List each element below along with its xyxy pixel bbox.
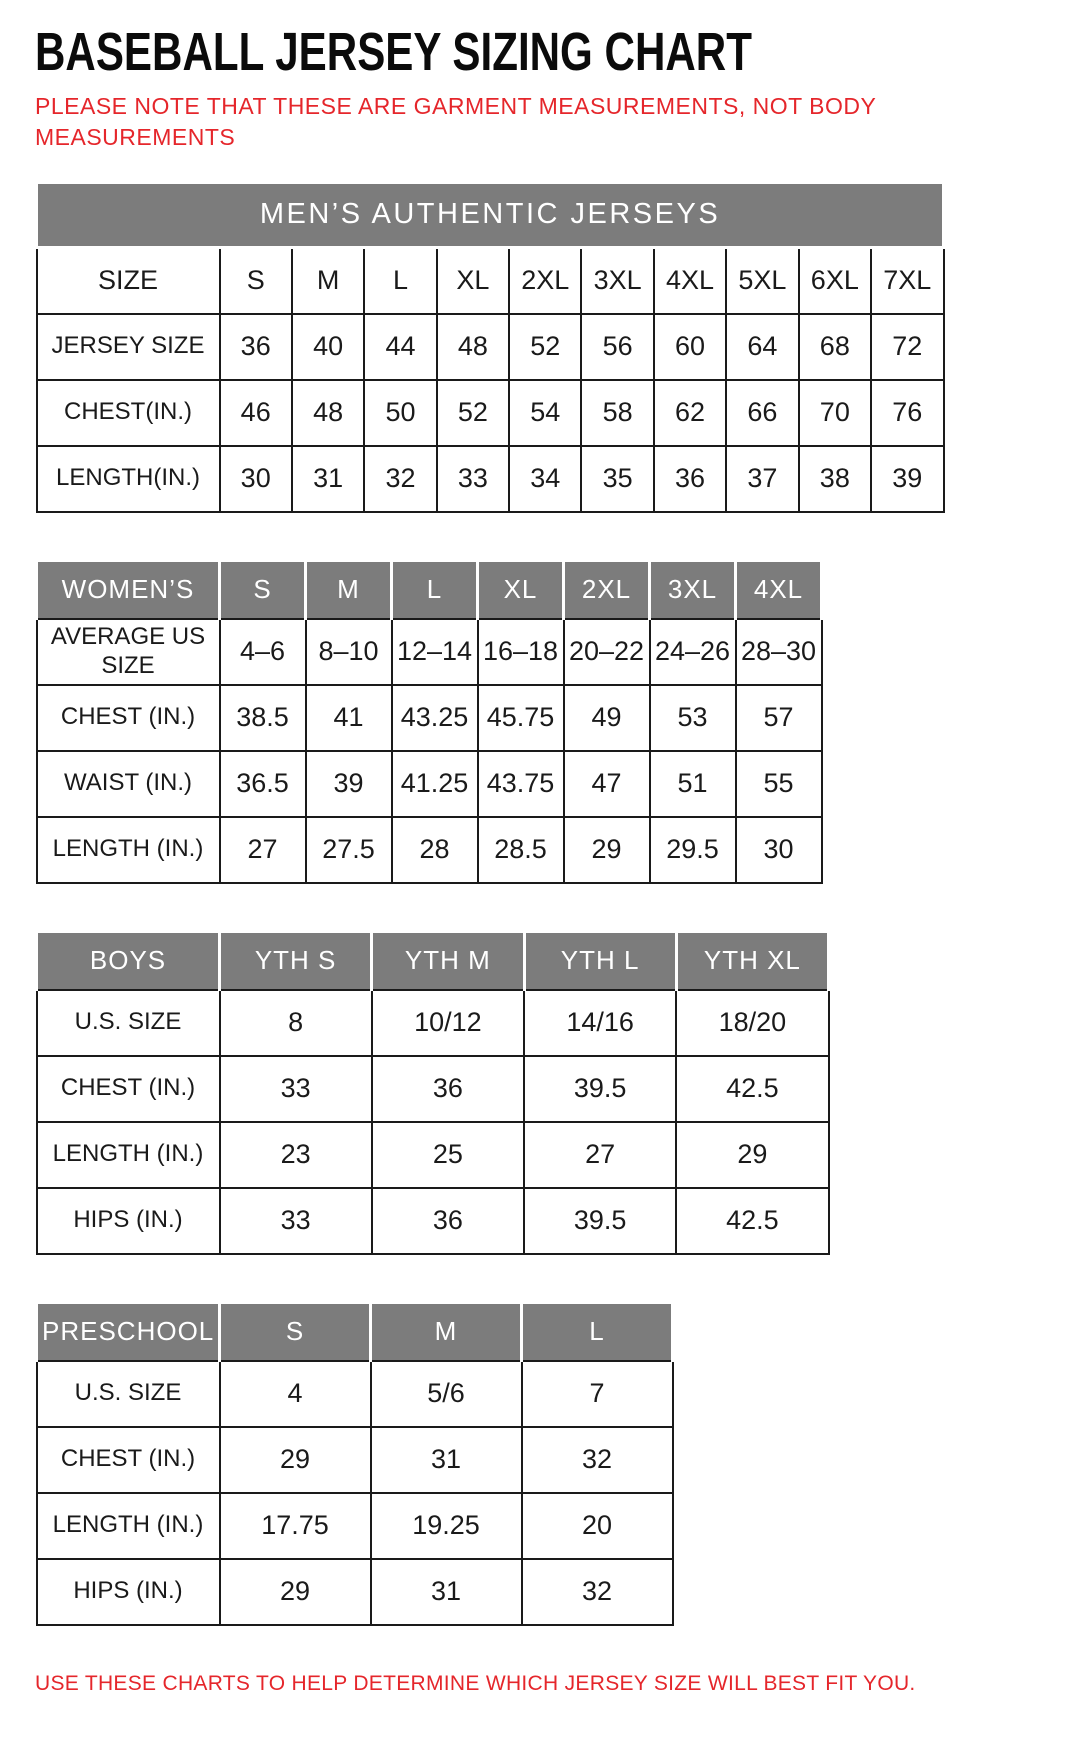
mens-value-cell: 56 <box>581 314 653 380</box>
preschool-size-col-header: M <box>371 1302 522 1361</box>
mens-value-cell: 66 <box>726 380 798 446</box>
boys-value-cell: 27 <box>524 1122 676 1188</box>
womens-value-cell: 41.25 <box>392 751 478 817</box>
womens-row-label: LENGTH (IN.) <box>37 817 220 883</box>
mens-value-cell: 33 <box>437 446 509 512</box>
mens-size-col-header: 3XL <box>581 247 653 314</box>
womens-value-cell: 28–30 <box>736 619 822 685</box>
mens-value-cell: 76 <box>871 380 943 446</box>
preschool-value-cell: 29 <box>220 1559 371 1625</box>
mens-value-cell: 58 <box>581 380 653 446</box>
mens-value-cell: 37 <box>726 446 798 512</box>
womens-value-cell: 51 <box>650 751 736 817</box>
womens-value-cell: 8–10 <box>306 619 392 685</box>
preschool-size-col-header: S <box>220 1302 371 1361</box>
womens-value-cell: 29.5 <box>650 817 736 883</box>
garment-measurements-note: PLEASE NOTE THAT THESE ARE GARMENT MEASUREMENTS, NOT BODY MEASUREMENTS <box>35 92 876 150</box>
womens-size-col-header: XL <box>478 560 564 619</box>
preschool-row-label: HIPS (IN.) <box>37 1559 220 1625</box>
womens-size-col-header: 4XL <box>736 560 822 619</box>
mens-size-col-header: L <box>364 247 436 314</box>
womens-value-cell: 41 <box>306 685 392 751</box>
mens-value-cell: 64 <box>726 314 798 380</box>
boys-value-cell: 8 <box>220 990 372 1056</box>
preschool-size-col-header: L <box>522 1302 673 1361</box>
preschool-value-cell: 31 <box>371 1427 522 1493</box>
boys-value-cell: 23 <box>220 1122 372 1188</box>
preschool-value-cell: 32 <box>522 1427 673 1493</box>
mens-size-col-header: M <box>292 247 364 314</box>
boys-value-cell: 39.5 <box>524 1056 676 1122</box>
footer-note: USE THESE CHARTS TO HELP DETERMINE WHICH JERSEY SIZE WILL BEST FIT YOU. <box>35 1671 916 1695</box>
mens-value-cell: 44 <box>364 314 436 380</box>
womens-size-col-header: M <box>306 560 392 619</box>
womens-value-cell: 24–26 <box>650 619 736 685</box>
mens-value-cell: 34 <box>509 446 581 512</box>
boys-row-label: LENGTH (IN.) <box>37 1122 220 1188</box>
mens-size-table <box>35 181 945 513</box>
preschool-value-cell: 32 <box>522 1559 673 1625</box>
preschool-row-label: CHEST (IN.) <box>37 1427 220 1493</box>
mens-value-cell: 32 <box>364 446 436 512</box>
womens-row-label: WAIST (IN.) <box>37 751 220 817</box>
mens-size-col-header: 6XL <box>799 247 871 314</box>
boys-value-cell: 18/20 <box>676 990 828 1056</box>
mens-value-cell: 50 <box>364 380 436 446</box>
womens-row-label: AVERAGE US SIZE <box>37 619 220 685</box>
womens-size-col-header: 2XL <box>564 560 650 619</box>
mens-value-cell: 38 <box>799 446 871 512</box>
boys-value-cell: 14/16 <box>524 990 676 1056</box>
mens-size-col-header: XL <box>437 247 509 314</box>
mens-size-col-header: 2XL <box>509 247 581 314</box>
mens-banner-title: MEN’S AUTHENTIC JERSEYS <box>37 182 944 247</box>
mens-row-label: LENGTH(IN.) <box>37 446 220 512</box>
womens-value-cell: 45.75 <box>478 685 564 751</box>
boys-size-col-header: YTH M <box>372 931 524 990</box>
mens-value-cell: 62 <box>654 380 726 446</box>
preschool-value-cell: 29 <box>220 1427 371 1493</box>
womens-value-cell: 39 <box>306 751 392 817</box>
womens-value-cell: 27.5 <box>306 817 392 883</box>
mens-size-col-header: S <box>220 247 292 314</box>
mens-value-cell: 36 <box>220 314 292 380</box>
mens-value-cell: 48 <box>292 380 364 446</box>
preschool-size-table <box>35 1301 674 1626</box>
tables-host <box>35 181 1042 1626</box>
mens-size-col-header: 5XL <box>726 247 798 314</box>
womens-value-cell: 27 <box>220 817 306 883</box>
womens-size-col-header: 3XL <box>650 560 736 619</box>
boys-size-col-header: YTH L <box>524 931 676 990</box>
womens-size-col-header: S <box>220 560 306 619</box>
womens-value-cell: 47 <box>564 751 650 817</box>
womens-value-cell: 53 <box>650 685 736 751</box>
preschool-row-label: LENGTH (IN.) <box>37 1493 220 1559</box>
boys-row-label: U.S. SIZE <box>37 990 220 1056</box>
mens-value-cell: 72 <box>871 314 943 380</box>
mens-value-cell: 48 <box>437 314 509 380</box>
preschool-value-cell: 19.25 <box>371 1493 522 1559</box>
womens-value-cell: 12–14 <box>392 619 478 685</box>
mens-row-label: JERSEY SIZE <box>37 314 220 380</box>
womens-value-cell: 29 <box>564 817 650 883</box>
boys-value-cell: 36 <box>372 1188 524 1254</box>
womens-row-label: CHEST (IN.) <box>37 685 220 751</box>
boys-value-cell: 36 <box>372 1056 524 1122</box>
mens-size-col-header: 4XL <box>654 247 726 314</box>
womens-value-cell: 49 <box>564 685 650 751</box>
preschool-row-label: U.S. SIZE <box>37 1361 220 1427</box>
boys-size-col-header: YTH S <box>220 931 372 990</box>
mens-value-cell: 54 <box>509 380 581 446</box>
preschool-corner-header: PRESCHOOL <box>37 1302 220 1361</box>
womens-value-cell: 16–18 <box>478 619 564 685</box>
boys-value-cell: 39.5 <box>524 1188 676 1254</box>
womens-value-cell: 55 <box>736 751 822 817</box>
preschool-value-cell: 4 <box>220 1361 371 1427</box>
mens-value-cell: 70 <box>799 380 871 446</box>
womens-value-cell: 30 <box>736 817 822 883</box>
boys-row-label: CHEST (IN.) <box>37 1056 220 1122</box>
womens-value-cell: 28 <box>392 817 478 883</box>
boys-size-table <box>35 930 830 1255</box>
mens-row-label: CHEST(IN.) <box>37 380 220 446</box>
preschool-value-cell: 5/6 <box>371 1361 522 1427</box>
page-title: BASEBALL JERSEY SIZING CHART <box>35 22 752 82</box>
womens-value-cell: 43.25 <box>392 685 478 751</box>
mens-value-cell: 40 <box>292 314 364 380</box>
boys-value-cell: 10/12 <box>372 990 524 1056</box>
mens-value-cell: 46 <box>220 380 292 446</box>
preschool-value-cell: 20 <box>522 1493 673 1559</box>
womens-corner-header: WOMEN’S <box>37 560 220 619</box>
mens-value-cell: 31 <box>292 446 364 512</box>
boys-value-cell: 42.5 <box>676 1056 828 1122</box>
mens-value-cell: 68 <box>799 314 871 380</box>
womens-value-cell: 57 <box>736 685 822 751</box>
preschool-value-cell: 31 <box>371 1559 522 1625</box>
boys-corner-header: BOYS <box>37 931 220 990</box>
mens-value-cell: 36 <box>654 446 726 512</box>
mens-value-cell: 30 <box>220 446 292 512</box>
mens-value-cell: 52 <box>509 314 581 380</box>
womens-value-cell: 20–22 <box>564 619 650 685</box>
mens-value-cell: 60 <box>654 314 726 380</box>
boys-value-cell: 25 <box>372 1122 524 1188</box>
mens-corner-header: SIZE <box>37 247 220 314</box>
mens-value-cell: 35 <box>581 446 653 512</box>
boys-row-label: HIPS (IN.) <box>37 1188 220 1254</box>
mens-size-col-header: 7XL <box>871 247 943 314</box>
womens-value-cell: 36.5 <box>220 751 306 817</box>
preschool-value-cell: 17.75 <box>220 1493 371 1559</box>
boys-value-cell: 33 <box>220 1056 372 1122</box>
womens-value-cell: 43.75 <box>478 751 564 817</box>
preschool-value-cell: 7 <box>522 1361 673 1427</box>
womens-value-cell: 28.5 <box>478 817 564 883</box>
womens-size-table <box>35 559 823 884</box>
womens-value-cell: 4–6 <box>220 619 306 685</box>
boys-value-cell: 33 <box>220 1188 372 1254</box>
womens-value-cell: 38.5 <box>220 685 306 751</box>
mens-value-cell: 52 <box>437 380 509 446</box>
mens-value-cell: 39 <box>871 446 943 512</box>
boys-size-col-header: YTH XL <box>676 931 828 990</box>
womens-size-col-header: L <box>392 560 478 619</box>
boys-value-cell: 29 <box>676 1122 828 1188</box>
boys-value-cell: 42.5 <box>676 1188 828 1254</box>
